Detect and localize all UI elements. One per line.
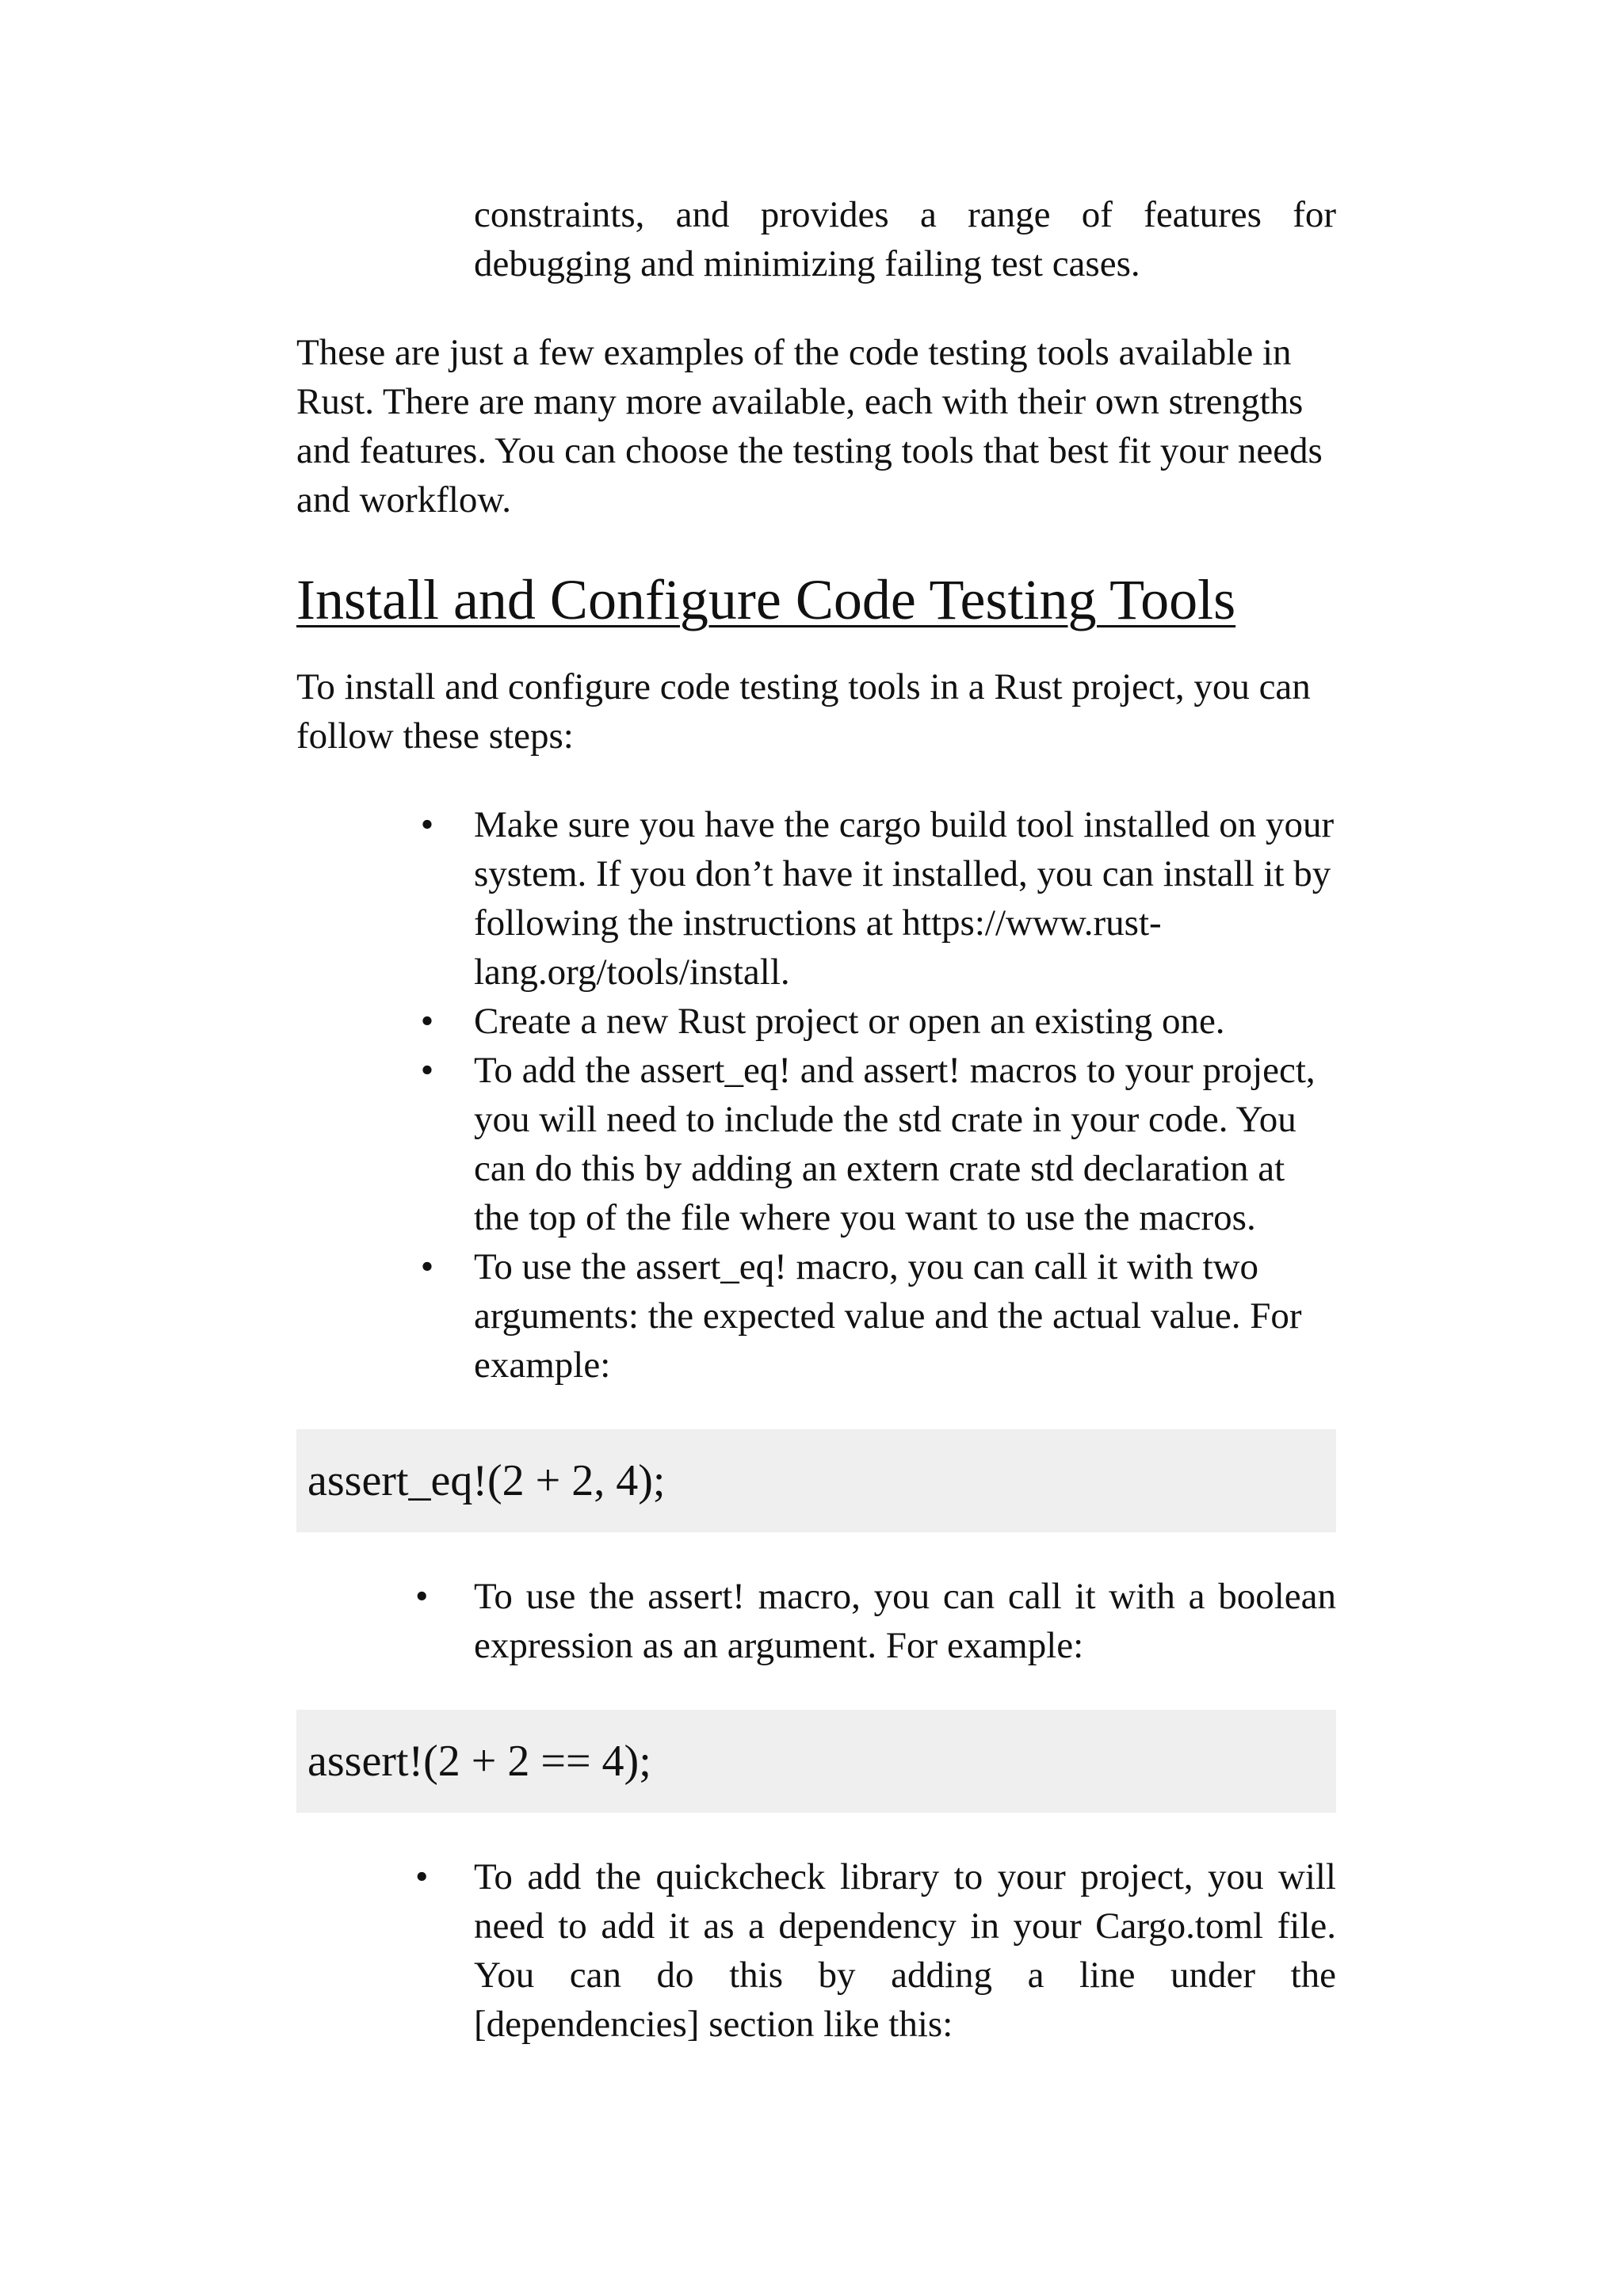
code-block-assert xyxy=(296,1710,1336,1813)
steps-list-2 xyxy=(296,1572,1336,1670)
bullet-icon: • xyxy=(420,1246,434,1287)
code-text: assert!(2 + 2 == 4); xyxy=(307,1737,651,1786)
list-item xyxy=(296,1046,1336,1242)
continued-text: constraints, and provides a range of features for debugging and minimizing failing test cases. xyxy=(474,194,1336,284)
bullet-icon: • xyxy=(420,804,434,845)
bullet-icon: • xyxy=(415,1856,429,1897)
list-item xyxy=(296,1852,1336,2049)
code-text: assert_eq!(2 + 2, 4); xyxy=(307,1456,666,1505)
steps-list-3 xyxy=(296,1852,1336,2049)
bullet-icon: • xyxy=(415,1576,429,1617)
bullet-icon: • xyxy=(420,1050,434,1091)
steps-list-1 xyxy=(296,800,1336,1390)
section-intro: To install and configure code testing tools in a Rust project, you can follow these steps: xyxy=(296,666,1311,757)
list-item xyxy=(296,997,1336,1046)
section-heading: Install and Configure Code Testing Tools xyxy=(296,568,1236,631)
code-block-assert-eq xyxy=(296,1429,1336,1532)
list-item-text: To use the assert! macro, you can call it with a boolean expression as an argument. For example: xyxy=(474,1576,1336,1666)
list-item-text: Make sure you have the cargo build tool installed on your system. If you don’t have it installed, you can install it by following the instructions at https://www.rust-lang.org/tools/install. xyxy=(474,804,1335,993)
list-item xyxy=(296,800,1336,997)
list-item-text: To add the assert_eq! and assert! macros to your project, you will need to include the std crate in your code. You can do this by adding an extern crate std declaration at the top of the file where you want to use the macros. xyxy=(474,1050,1316,1238)
list-item-text: To add the quickcheck library to your project, you will need to add it as a dependency in your Cargo.toml file. You can do this by adding a line under the [dependencies] section like this: xyxy=(474,1856,1336,2045)
list-item-text: Create a new Rust project or open an existing one. xyxy=(474,1001,1225,1042)
intro-paragraph: These are just a few examples of the code testing tools available in Rust. There are many more available, each with their own strengths and features. You can choose the testing tools that best fit your needs and workflow. xyxy=(296,332,1323,521)
list-item xyxy=(296,1242,1336,1390)
list-item-text: To use the assert_eq! macro, you can call it with two arguments: the expected value and the actual value. For example: xyxy=(474,1246,1302,1386)
bullet-icon: • xyxy=(420,1001,434,1042)
list-item xyxy=(296,1572,1336,1670)
document-page xyxy=(296,190,1336,2088)
